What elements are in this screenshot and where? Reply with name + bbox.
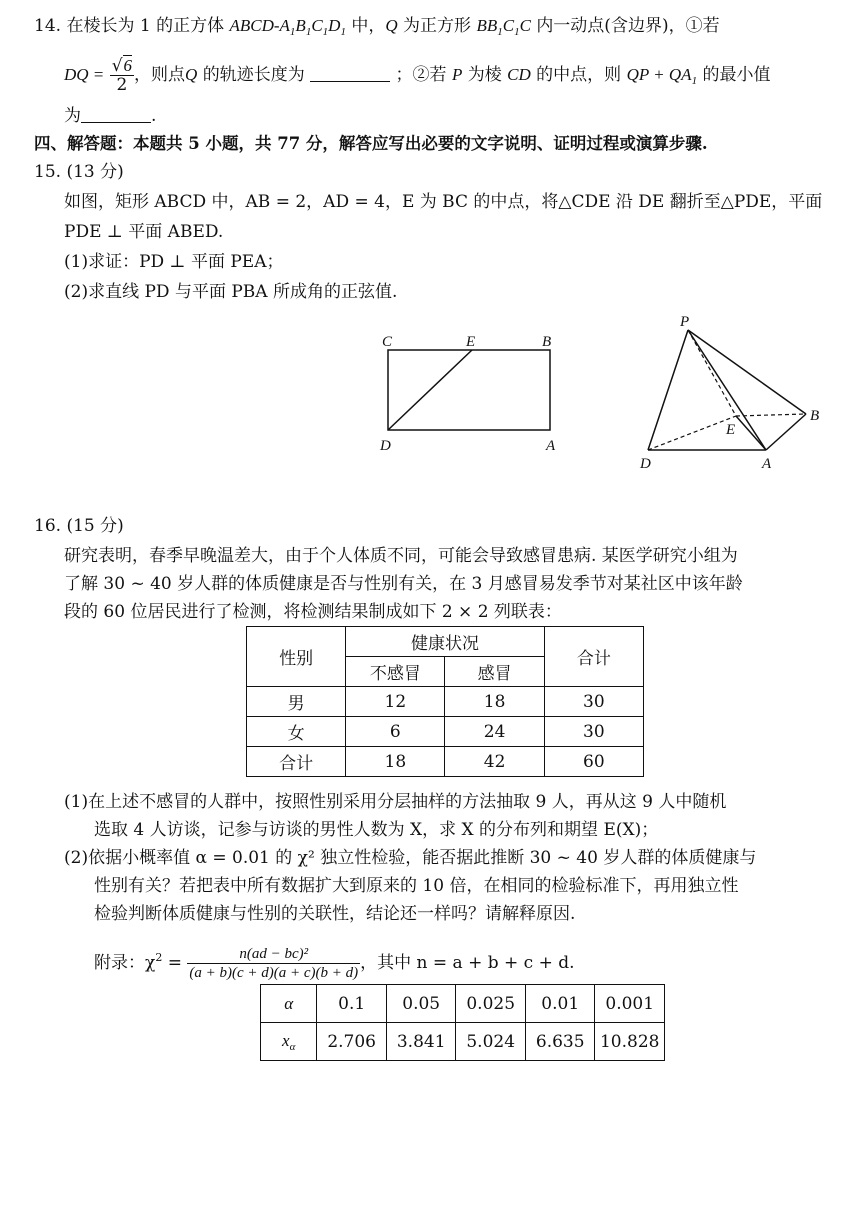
q16-header: 16. (15 分) xyxy=(34,516,124,536)
contingency-table xyxy=(246,626,644,777)
q16-part1-line1: (1)在上述不感冒的人群中，按照性别采用分层抽样的方法抽取 9 人，再从这 9 人中随机 xyxy=(64,792,727,812)
q15-header: 15. (13 分) xyxy=(34,162,124,182)
q16-stem-line2: 了解 30 ~ 40 岁人群的体质健康是否与性别有关，在 3 月感冒易发季节对某社区中该年龄 xyxy=(64,574,743,594)
label-a: A xyxy=(762,456,772,472)
q14-line3: 为 . xyxy=(64,106,157,126)
q15-part1: (1)求证：PD ⊥ 平面 PEA； xyxy=(64,252,284,272)
header-nocold: 不感冒 xyxy=(346,657,445,687)
critical-value-table xyxy=(260,984,665,1061)
table-row: 女 6 24 30 xyxy=(247,717,644,747)
rectangle-abcd xyxy=(388,350,550,430)
answer-blank-2[interactable] xyxy=(81,104,151,123)
sqrt6-over-2: $\frac{√6}{2}$ xyxy=(111,56,133,95)
q15-stem-line1: 如图，矩形 ABCD 中，AB = 2，AD = 4，E 为 BC 的中点，将△CDE 沿 DE 翻折至△PDE，平面 xyxy=(64,192,823,212)
edge-pb xyxy=(688,330,806,414)
label-b: B xyxy=(542,334,552,350)
header-cold: 感冒 xyxy=(445,657,544,687)
label-e: E xyxy=(726,422,736,438)
label-d: D xyxy=(640,456,651,472)
header-total: 合计 xyxy=(544,627,643,687)
chi-square-fraction: $\frac{\text{n(ad − bc)²}}{(a + b)(c + d)(a + c)(b + d)}$ xyxy=(189,946,359,981)
q16-part2-line2: 性别有关？若把表中所有数据扩大到原来的 10 倍，在相同的检验标准下，再用独立性 xyxy=(94,876,739,896)
figure-rectangle xyxy=(370,326,580,456)
header-gender: 性别 xyxy=(247,627,346,687)
section-title: 四、解答题：本题共 5 小题，共 77 分，解答应写出必要的文字说明、证明过程或演算步骤. xyxy=(34,134,708,153)
q16-part2-line1: (2)依据小概率值 α = 0.01 的 χ² 独立性检验，能否据此推断 30 ~ 40 岁人群的体质健康与 xyxy=(64,848,757,868)
label-a: A xyxy=(546,438,556,454)
segment-de xyxy=(388,350,472,430)
edge-ea xyxy=(736,416,766,450)
q16-stem-line3: 段的 60 位居民进行了检测，将检测结果制成如下 2 × 2 列联表： xyxy=(64,602,562,622)
edge-de xyxy=(648,416,736,450)
label-p: P xyxy=(680,314,690,330)
label-c: C xyxy=(382,334,393,350)
edge-eb xyxy=(736,414,806,416)
table-row: 男 12 18 30 xyxy=(247,687,644,717)
edge-pd xyxy=(648,330,688,450)
q14-number: 14. xyxy=(34,16,62,36)
answer-blank-1[interactable] xyxy=(310,63,390,82)
q15-part2: (2)求直线 PD 与平面 PBA 所成角的正弦值. xyxy=(64,282,398,302)
label-e: E xyxy=(466,334,476,350)
table-row: $x_\alpha$ 2.706 3.841 5.024 6.635 10.828 xyxy=(261,1023,665,1061)
edge-ab xyxy=(766,414,806,450)
q16-part1-line2: 选取 4 人访谈，记参与访谈的男性人数为 X，求 X 的分布列和期望 E(X)； xyxy=(94,820,659,840)
label-b: B xyxy=(810,408,820,424)
table-row: α 0.1 0.05 0.025 0.01 0.001 xyxy=(261,985,665,1023)
q15-stem-line2: PDE ⊥ 平面 ABED. xyxy=(64,222,224,242)
q14-line2: DQ = $\frac{√6}{2}$ ，则点Q 的轨迹长度为 ；②若 P 为棱 CD 的中点，则 QP + $QA_1$ 的最小值 xyxy=(64,56,771,95)
figure-pyramid xyxy=(628,306,828,476)
table-row: 合计 18 42 60 xyxy=(247,747,644,777)
q16-part2-line3: 检验判断体质健康与性别的关联性，结论还一样吗？请解释原因. xyxy=(94,904,576,924)
header-health: 健康状况 xyxy=(346,627,545,657)
label-d: D xyxy=(380,438,391,454)
q16-stem-line1: 研究表明，春季早晚温差大，由于个人体质不同，可能会导致感冒患病. 某医学研究小组为 xyxy=(64,546,738,566)
edge-pe xyxy=(688,330,736,416)
q14-line1: 14. 在棱长为 1 的正方体 ABCD-$A_1B_1C_1D_1$ 中，Q 为正方形 $BB_1C_1C$ 内一动点(含边界)，①若 xyxy=(34,16,720,38)
appendix-formula: 附录：$\chi^2$ = $\frac{\text{n(ad − bc)²}}{(a + b)(c + d)(a + c)(b + d)}$ ，其中 n = a + b + c + d. xyxy=(94,946,575,981)
